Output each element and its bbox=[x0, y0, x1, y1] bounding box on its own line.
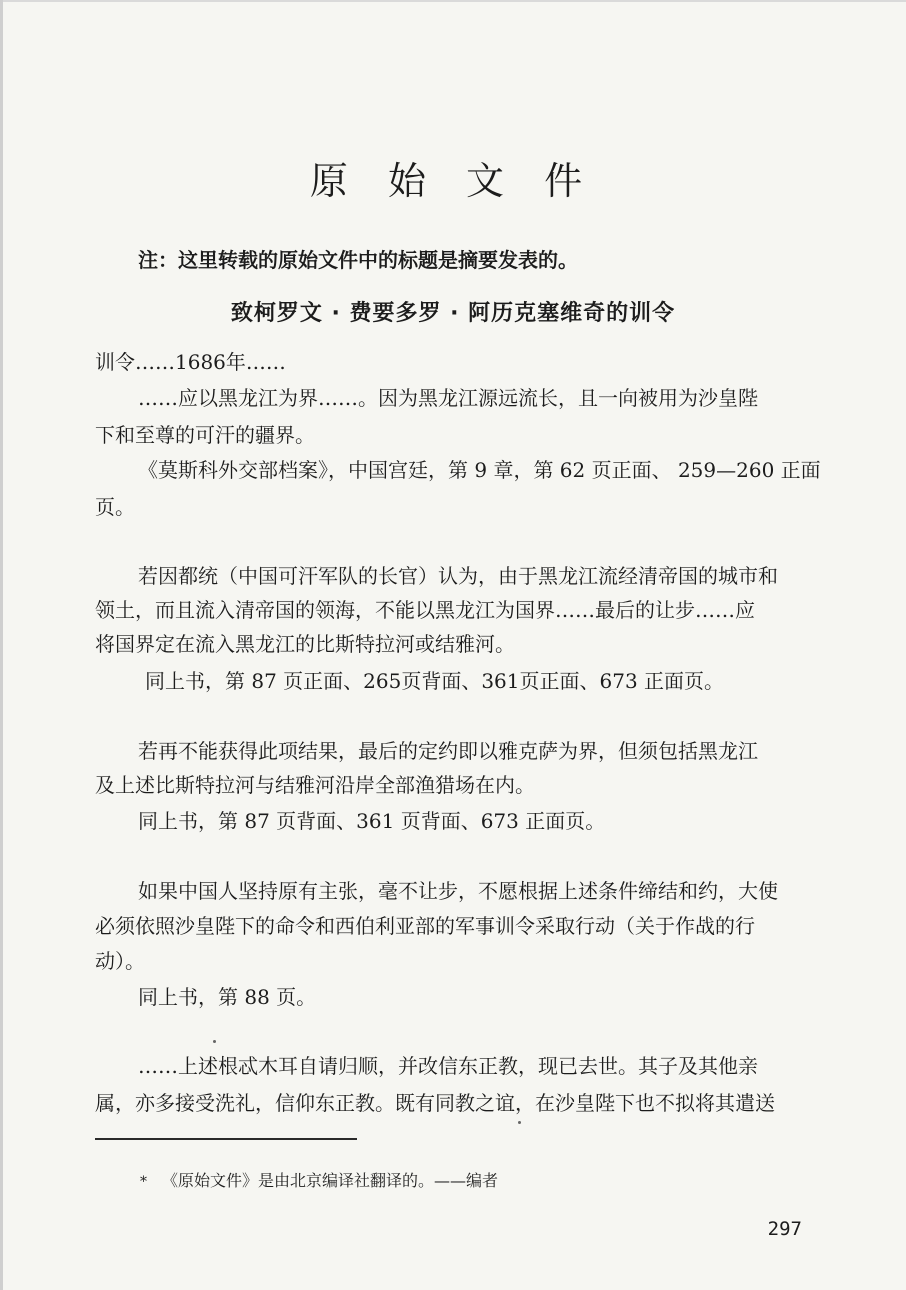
paragraph-line: 领土，而且流入清帝国的领海，不能以黑龙江为国界……最后的让步……应 bbox=[95, 598, 755, 622]
footnote-divider bbox=[95, 1138, 357, 1140]
paragraph-line: 如果中国人坚持原有主张，毫不让步，不愿根据上述条件缔结和约，大使 bbox=[138, 879, 778, 903]
paragraph-line: 必须依照沙皇陛下的命令和西伯利亚部的军事训令采取行动（关于作战的行 bbox=[95, 914, 755, 938]
print-speck bbox=[518, 1121, 521, 1124]
citation-line: 页。 bbox=[95, 495, 135, 519]
footnote-marker: * bbox=[140, 1174, 147, 1190]
citation-line: 同上书，第 88 页。 bbox=[138, 985, 317, 1009]
print-speck bbox=[213, 1040, 216, 1043]
page-title: 原 始 文 件 bbox=[309, 159, 597, 203]
page-number: 297 bbox=[767, 1218, 802, 1240]
paragraph-line: 及上述比斯特拉河与结雅河沿岸全部渔猎场在内。 bbox=[95, 773, 535, 797]
paragraph-line: ……上述根忒木耳自请归顺，并改信东正教，现已去世。其子及其他亲 bbox=[138, 1054, 758, 1078]
paragraph-line: ……应以黑龙江为界……。因为黑龙江源远流长，且一向被用为沙皇陛 bbox=[138, 386, 758, 410]
footnote bbox=[140, 1168, 498, 1191]
section-heading: 致柯罗文 · 费要多罗 · 阿历克塞维奇的训令 bbox=[230, 301, 676, 326]
paragraph-line: 动）。 bbox=[95, 949, 145, 973]
paragraph-line: 属，亦多接受洗礼，信仰东正教。既有同教之谊，在沙皇陛下也不拟将其遣送 bbox=[95, 1091, 775, 1115]
footnote-text: 《原始文件》是由北京编译社翻译的。——编者 bbox=[162, 1171, 499, 1190]
paragraph-line: 训令……1686年…… bbox=[95, 350, 286, 374]
citation-line: 同上书，第 87 页正面、265页背面、361页正面、673 正面页。 bbox=[145, 669, 725, 693]
page-top-edge bbox=[0, 0, 906, 2]
editorial-note: 注：这里转载的原始文件中的标题是摘要发表的。 bbox=[138, 248, 578, 272]
paragraph-line: 若因都统（中国可汗军队的长官）认为，由于黑龙江流经清帝国的城市和 bbox=[138, 564, 778, 588]
paragraph-line: 若再不能获得此项结果，最后的定约即以雅克萨为界，但须包括黑龙江 bbox=[138, 739, 758, 763]
citation-line: 《莫斯科外交部档案》，中国宫廷，第 9 章，第 62 页正面、 259—260 正面 bbox=[138, 458, 821, 482]
paragraph-line: 下和至尊的可汗的疆界。 bbox=[95, 423, 315, 447]
paragraph-line: 将国界定在流入黑龙江的比斯特拉河或结雅河。 bbox=[95, 632, 515, 656]
citation-line: 同上书，第 87 页背面、361 页背面、673 正面页。 bbox=[138, 809, 606, 833]
